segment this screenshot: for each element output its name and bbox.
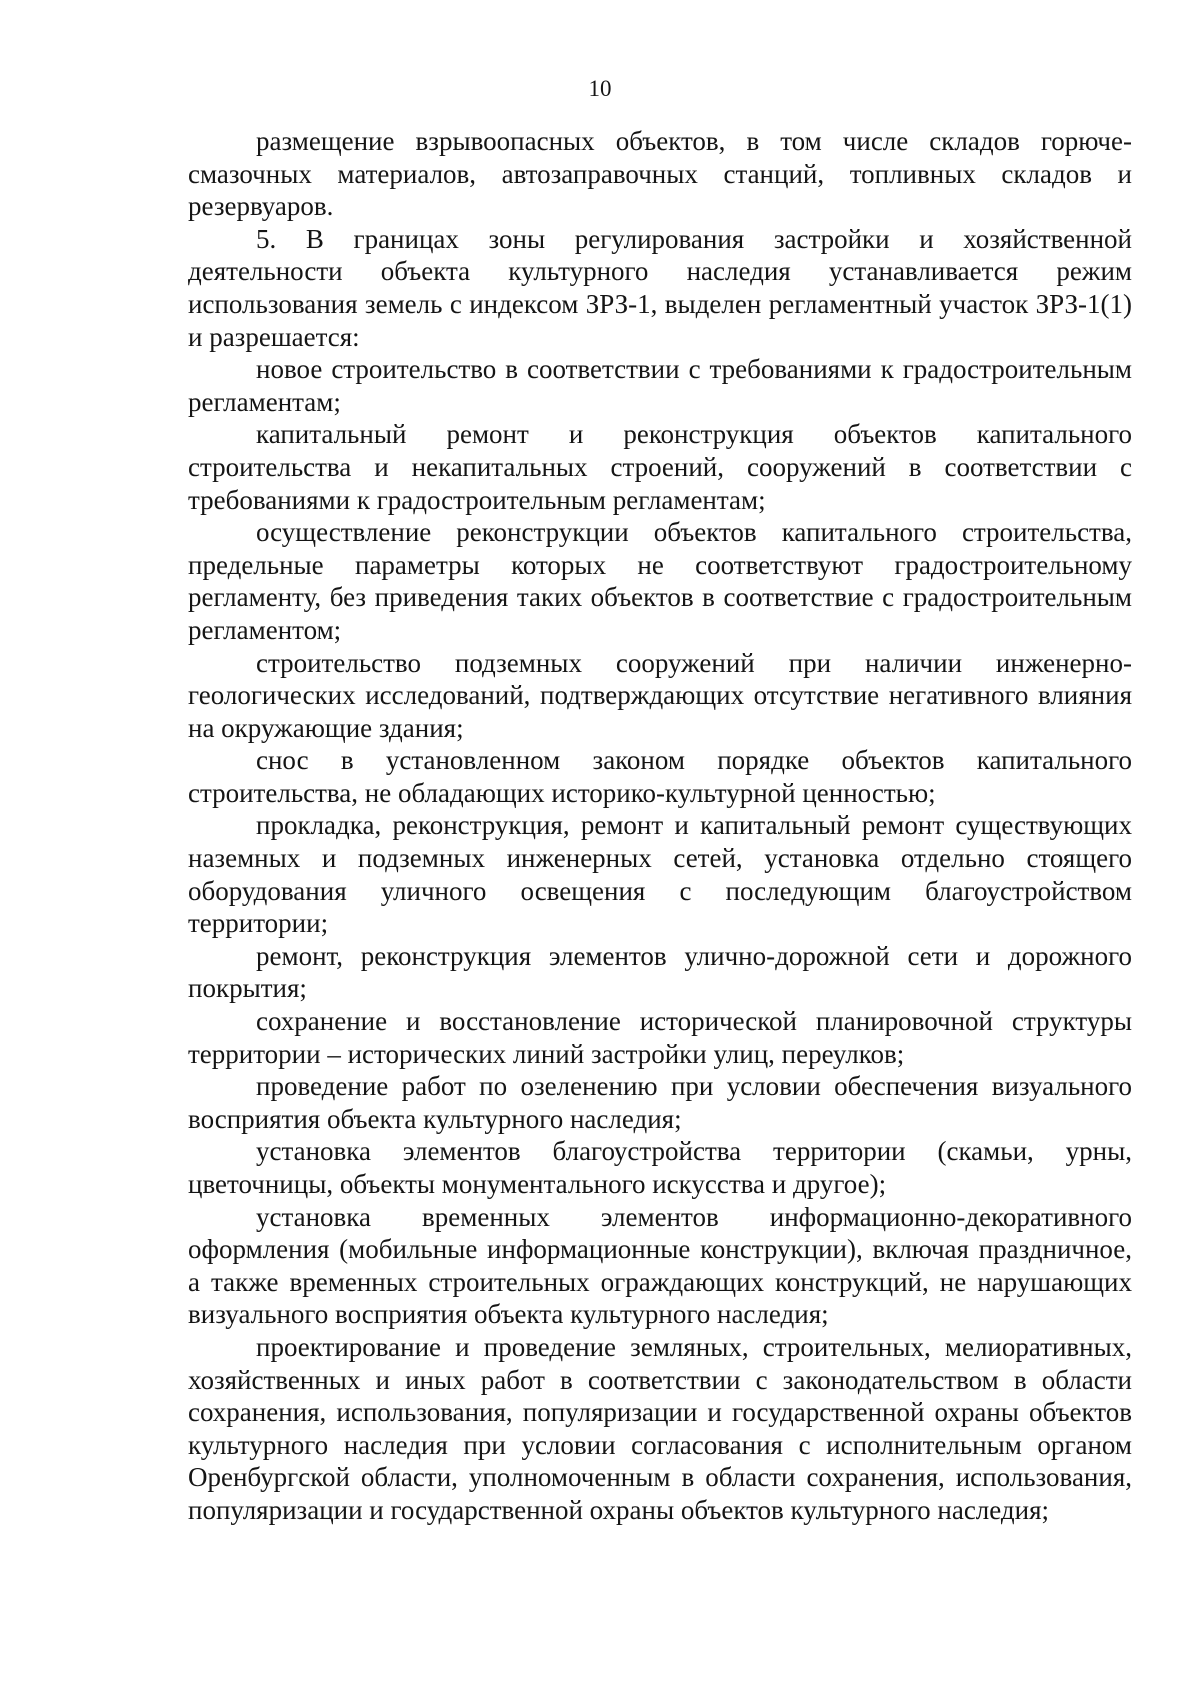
paragraph-reconstruction: осуществление реконструкции объектов капитального строительства, предельные параметры которых не соответствуют градостроительному регламенту, без приведения таких объектов в соответствие с градостроительным регламентом;: [188, 517, 1132, 645]
paragraph-design-works: проектирование и проведение земляных, строительных, мелиоративных, хозяйственных и иных работ в соответствии с законодательством в области сохранения, использования, популяризации и государственной охраны объектов культурного наследия при условии согласования с исполнительным органом Оренбургской области, уполномоченным в области сохранения, использования, популяризации и государственной охраны объектов культурного наследия;: [188, 1331, 1132, 1525]
paragraph-landscaping: проведение работ по озеленению при условии обеспечения визуального восприятия объекта культурного наследия;: [188, 1071, 1132, 1134]
paragraph-temporary-decor: установка временных элементов информационно-декоративного оформления (мобильные информационные конструкции), включая праздничное, а также временных строительных ограждающих конструкций, не нарушающих визуального восприятия объекта культурного наследия;: [188, 1201, 1132, 1330]
paragraph-demolition: снос в установленном законом порядке объектов капитального строительства, не обладающих историко-культурной ценностью;: [188, 745, 1132, 808]
document-body: [188, 125, 1132, 1527]
paragraph-explosive-objects: размещение взрывоопасных объектов, в том числе складов горюче-смазочных материалов, автозаправочных станций, топливных складов и резервуаров.: [188, 126, 1132, 222]
paragraph-road-network: ремонт, реконструкция элементов улично-дорожной сети и дорожного покрытия;: [188, 940, 1132, 1004]
paragraph-historic-structure: сохранение и восстановление исторической планировочной структуры территории – исторических линий застройки улиц, переулков;: [188, 1006, 1132, 1069]
paragraph-underground-construction: строительство подземных сооружений при наличии инженерно-геологических исследований, подтверждающих отсутствие негативного влияния на окружающие здания;: [188, 647, 1132, 743]
paragraph-improvement-elements: установка элементов благоустройства территории (скамьи, урны, цветочницы, объекты монументального искусства и другое);: [188, 1136, 1132, 1199]
paragraph-capital-repair: капитальный ремонт и реконструкция объектов капитального строительства и некапитальных строений, сооружений в соответствии с требованиями к градостроительным регламентам;: [188, 419, 1132, 515]
paragraph-zrz-1-regime: 5. В границах зоны регулирования застройки и хозяйственной деятельности объекта культурного наследия устанавливается режим использования земель с индексом ЗРЗ-1, выделен регламентный участок ЗРЗ-1(1) и разрешается:: [188, 223, 1132, 352]
paragraph-new-construction: новое строительство в соответствии с требованиями к градостроительным регламентам;: [188, 354, 1132, 417]
paragraph-utility-networks: прокладка, реконструкция, ремонт и капитальный ремонт существующих наземных и подземных инженерных сетей, установка отдельно стоящего оборудования уличного освещения с последующим благоустройством территории;: [188, 810, 1132, 939]
page-number: 10: [588, 76, 612, 101]
